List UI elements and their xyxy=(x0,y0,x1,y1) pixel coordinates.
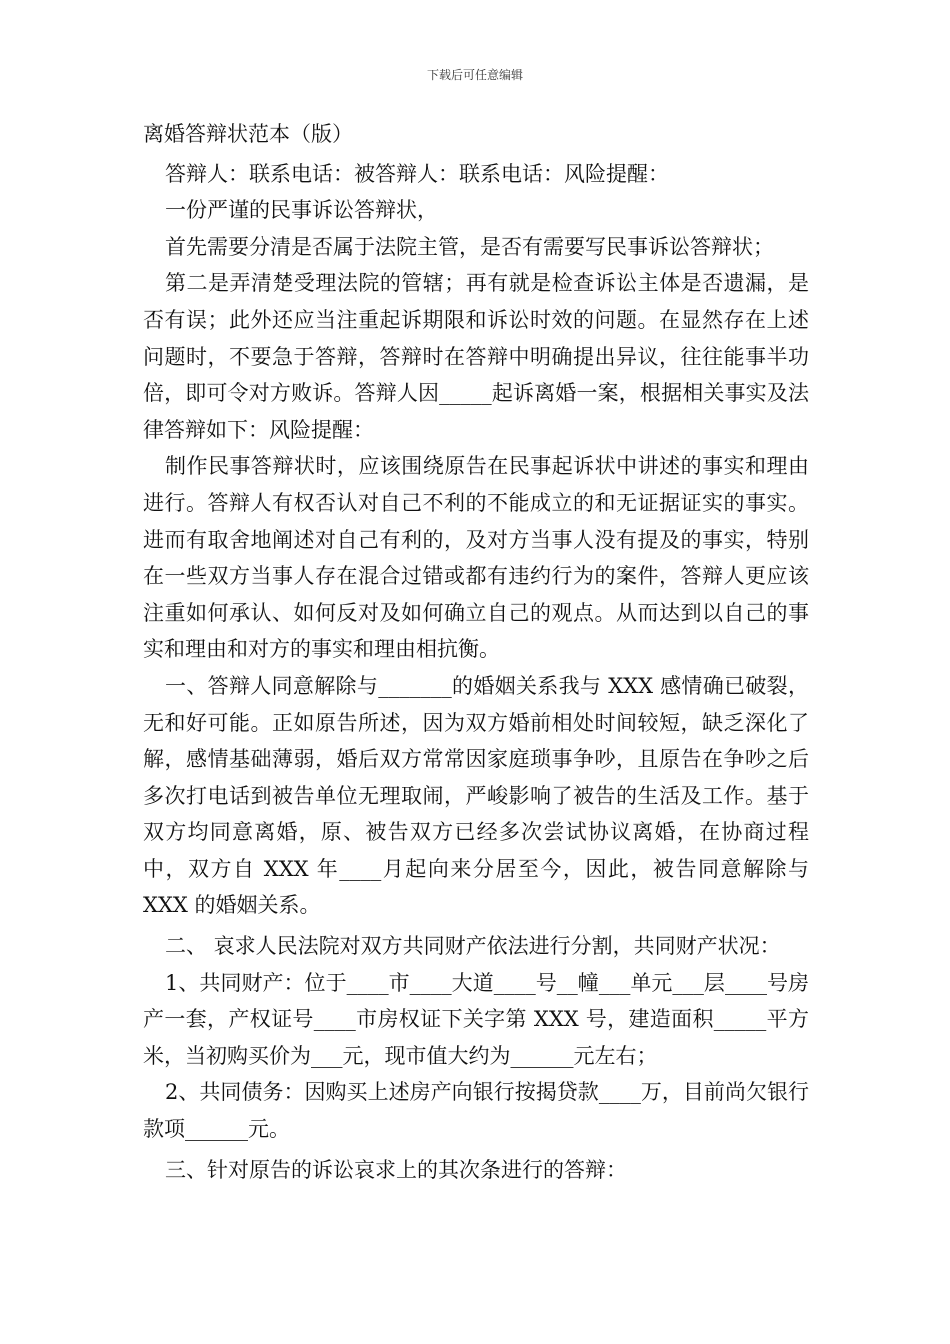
paragraph-point-three: 三、针对原告的诉讼哀求上的其次条进行的答辩： xyxy=(165,1157,627,1182)
paragraph-writing-tips: 制作民事答辩状时，应该围绕原告在民事起诉状中讲述的事实和理由进行。答辩人有权否认对自己不利的不能成立的和无证据证实的事实。进而有取舍地阐述对自己有利的，及对方当事人没有提及的事实，特别在一些双方当事人存在混合过错或都有违约行为的案件，答辩人更应该注重如何承认、如何反对及如何确立自己的观点。从而达到以自己的事实和理由和对方的事实和理由相抗衡。 xyxy=(143,454,809,662)
paragraph-point-two: 二、 哀求人民法院对双方共同财产依法进行分割，共同财产状况： xyxy=(165,934,781,959)
paragraph-first-step: 首先需要分清是否属于法院主管，是否有需要写民事诉讼答辩状； xyxy=(165,234,774,259)
paragraph-joint-property: 1、共同财产：位于____市____大道____号__幢___单元___层____号房产一套，产权证号____市房权证下关字第 XXX 号，建造面积_____平方米，当初购买价为___元，现市值大约为______元左右； xyxy=(143,970,809,1068)
page-header: 下载后可任意编辑 xyxy=(426,68,523,82)
paragraph-intro: 一份严谨的民事诉讼答辩状， xyxy=(165,198,438,223)
document-title: 离婚答辩状范本（版） xyxy=(143,122,353,146)
paragraph-parties: 答辩人：联系电话：被答辩人：联系电话：风险提醒： xyxy=(165,161,669,186)
paragraph-point-one: 一、答辩人同意解除与_______的婚姻关系我与 XXX 感情确已破裂，无和好可能。正如原告所述，因为双方婚前相处时间较短，缺乏深化了解，感情基础薄弱，婚后双方常常因家庭琐事争吵，且原告在争吵之后多次打电话到被告单位无理取闹，严峻影响了被告的生活及工作。基于双方均同意离婚，原、被告双方已经多次尝试协议离婚，在协商过程中，双方自 XXX 年____月起向来分居至今，因此，被告同意解除与 XXX 的婚姻关系。 xyxy=(143,673,809,918)
document-body xyxy=(143,116,809,1188)
paragraph-joint-debt: 2、共同债务：因购买上述房产向银行按揭贷款____万，目前尚欠银行款项______元。 xyxy=(143,1080,809,1142)
paragraph-second-step: 第二是弄清楚受理法院的管辖；再有就是检查诉讼主体是否遗漏，是否有误；此外还应当注重起诉期限和诉讼时效的问题。在显然存在上述问题时，不要急于答辩，答辩时在答辩中明确提出异议，往往能事半功倍，即可令对方败诉。答辩人因_____起诉离婚一案，根据相关事实及法律答辩如下：风险提醒： xyxy=(143,271,809,442)
